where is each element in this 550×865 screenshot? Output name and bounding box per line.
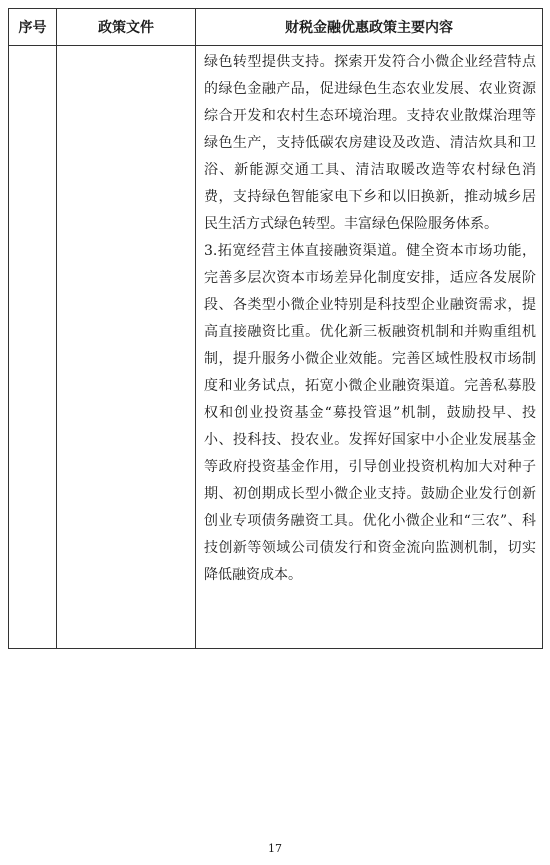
header-main-content: 财税金融优惠政策主要内容 <box>196 9 543 46</box>
content-paragraph: 绿色转型提供支持。探索开发符合小微企业经营特点的绿色金融产品，促进绿色生态农业发展、农业资源综合开发和农村生态环境治理。支持农业散煤治理等绿色生产，支持低碳农房建设及改造、清洁炊具和卫浴、新能源交通工具、清洁取暖改造等农村绿色消费，支持绿色智能家电下乡和以旧换新，推动城乡居民生活方式绿色转型。丰富绿色保险服务体系。 <box>204 54 536 232</box>
table-header-row <box>9 9 543 46</box>
cell-policy-document <box>57 46 196 649</box>
content-text <box>196 46 542 595</box>
cell-seq <box>9 46 57 649</box>
cell-main-content <box>196 46 543 649</box>
header-policy-document: 政策文件 <box>57 9 196 46</box>
page-number: 17 <box>268 842 282 855</box>
table-row <box>9 46 543 649</box>
header-seq: 序号 <box>9 9 57 46</box>
policy-table <box>8 8 543 649</box>
content-paragraph: 3.拓宽经营主体直接融资渠道。健全资本市场功能，完善多层次资本市场差异化制度安排，适应各发展阶段、各类型小微企业特别是科技型企业融资需求，提高直接融资比重。优化新三板融资机制和并购重组机制，提升服务小微企业效能。完善区域性股权市场制度和业务试点，拓宽小微企业融资渠道。完善私募股权和创业投资基金“募投管退”机制，鼓励投早、投小、投科技、投农业。发挥好国家中小企业发展基金等政府投资基金作用，引导创业投资机构加大对种子期、初创期成长型小微企业支持。鼓励企业发行创新创业专项债务融资工具。优化小微企业和“三农”、科技创新等领域公司债发行和资金流向监测机制，切实降低融资成本。 <box>204 243 536 583</box>
